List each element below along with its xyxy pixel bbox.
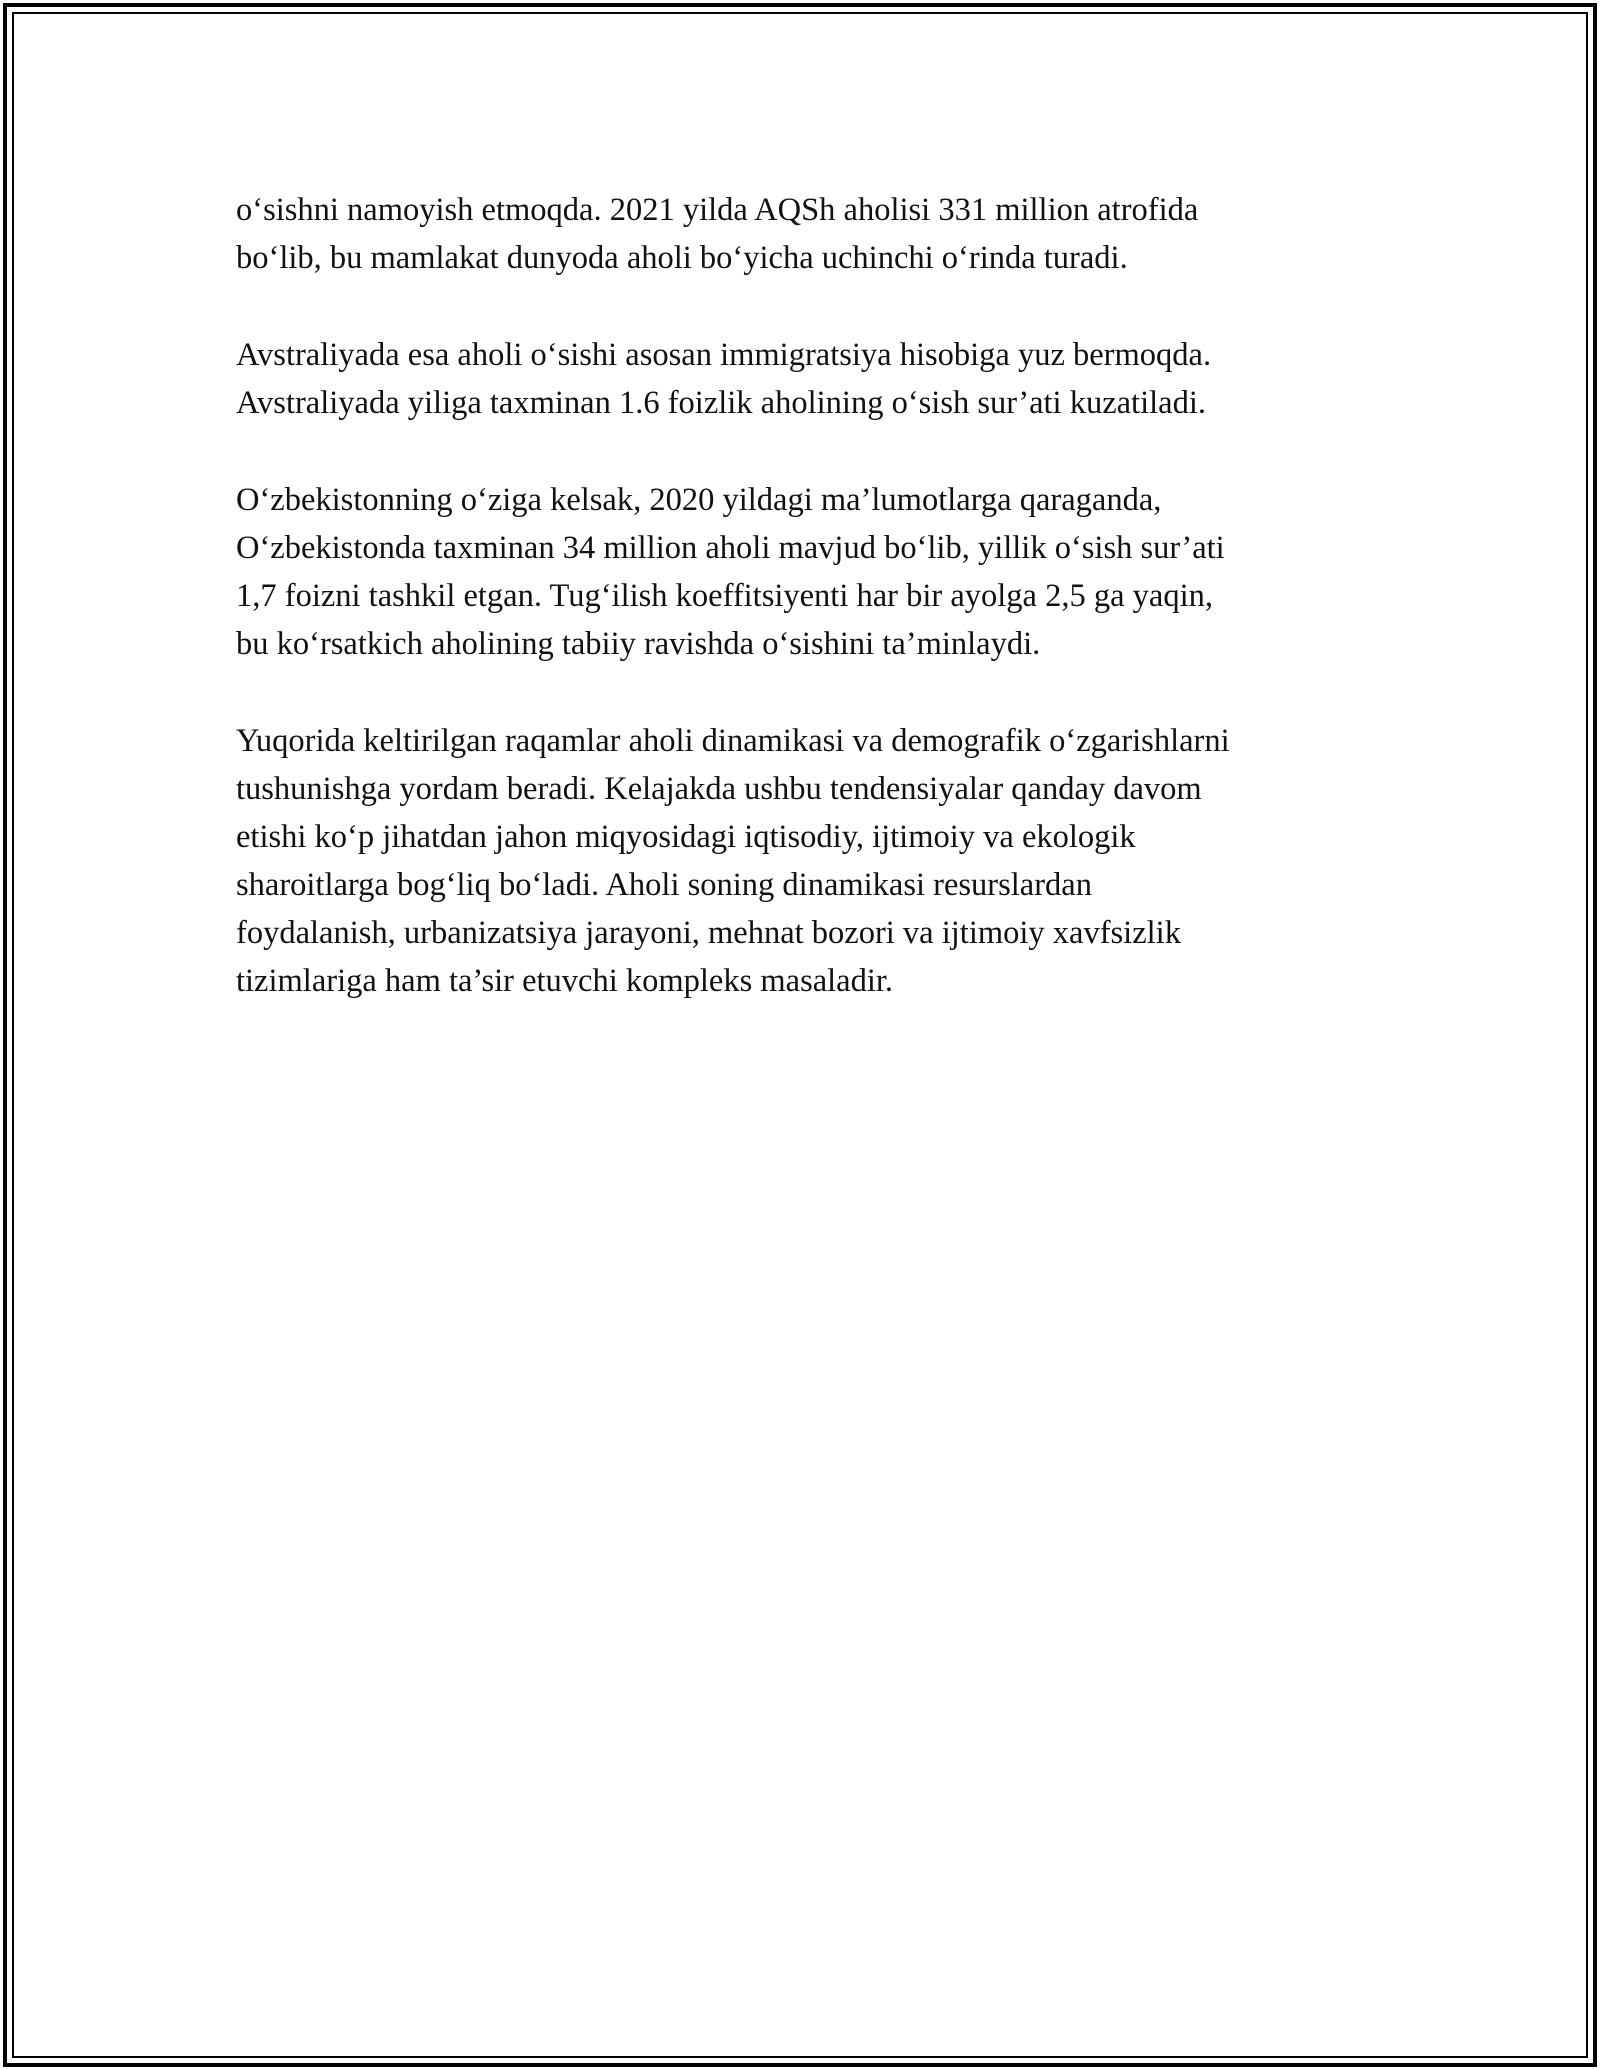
text-line: sharoitlarga bog‘liq bo‘ladi. Aholi soning dinamikasi resurslardan (236, 867, 1092, 903)
text-line: bu ko‘rsatkich aholining tabiiy ravishda o‘sishini ta’minlaydi. (236, 626, 1041, 662)
paragraph-usa-population (236, 186, 1386, 282)
text-line: o‘sishni namoyish etmoqda. 2021 yilda AQSh aholisi 331 million atrofida (236, 192, 1199, 228)
text-line: Avstraliyada yiliga taxminan 1.6 foizlik aholining o‘sish sur’ati kuzatiladi. (236, 385, 1206, 421)
paragraph-australia-population (236, 331, 1386, 427)
text-line: bo‘lib, bu mamlakat dunyoda aholi bo‘yicha uchinchi o‘rinda turadi. (236, 240, 1128, 276)
text-line: 1,7 foizni tashkil etgan. Tug‘ilish koeffitsiyenti har bir ayolga 2,5 ga yaqin, (236, 578, 1213, 614)
text-line: foydalanish, urbanizatsiya jarayoni, mehnat bozori va ijtimoiy xavfsizlik (236, 915, 1181, 951)
paragraph-uzbekistan-population (236, 476, 1386, 668)
paragraph-conclusion (236, 717, 1386, 1005)
document-body (236, 186, 1386, 1054)
text-line: O‘zbekistonda taxminan 34 million aholi mavjud bo‘lib, yillik o‘sish sur’ati (236, 530, 1225, 566)
text-line: tushunishga yordam beradi. Kelajakda ushbu tendensiyalar qanday davom (236, 771, 1202, 807)
text-line: O‘zbekistonning o‘ziga kelsak, 2020 yildagi ma’lumotlarga qaraganda, (236, 482, 1162, 518)
text-line: Avstraliyada esa aholi o‘sishi asosan immigratsiya hisobiga yuz bermoqda. (236, 337, 1212, 373)
text-line: tizimlariga ham ta’sir etuvchi kompleks masaladir. (236, 963, 894, 999)
text-line: Yuqorida keltirilgan raqamlar aholi dinamikasi va demografik o‘zgarishlarni (236, 723, 1230, 759)
text-line: etishi ko‘p jihatdan jahon miqyosidagi iqtisodiy, ijtimoiy va ekologik (236, 819, 1136, 855)
